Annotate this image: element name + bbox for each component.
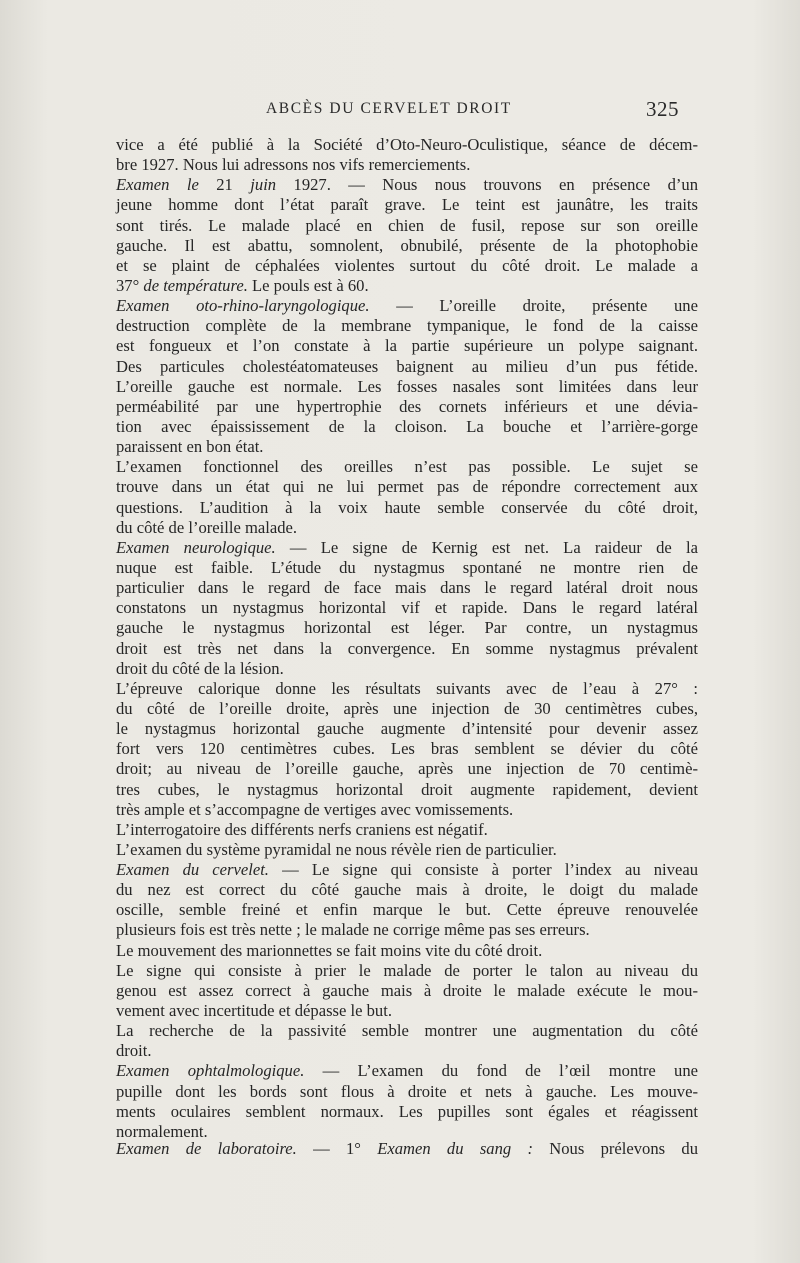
text-line xyxy=(116,900,698,920)
running-title: ABCÈS DU CERVELET DROIT xyxy=(266,100,512,117)
text-line xyxy=(116,558,698,578)
text-segment: L’épreuve calorique donne les résultats suivants avec de l’eau à 27° : xyxy=(116,678,698,698)
text-segment: L’oreille gauche est normale. Les fosses nasales sont limitées dans leur xyxy=(116,376,698,396)
text-line xyxy=(116,1021,698,1041)
text-line xyxy=(116,598,698,618)
text-line xyxy=(116,276,698,296)
page-number: 325 xyxy=(646,97,679,121)
text-segment: gauche. Il est abattu, somnolent, obnubilé, présente de la photophobie xyxy=(116,235,698,255)
text-line xyxy=(116,1139,698,1159)
text-segment: genou est assez correct à gauche mais à droite le malade exécute le mou- xyxy=(116,980,698,1000)
text-segment: paraissent en bon état. xyxy=(116,437,264,457)
text-segment: droit est très net dans la convergence. En somme nystagmus prévalent xyxy=(116,638,698,658)
text-segment: normalement. xyxy=(116,1121,208,1141)
last-text-line xyxy=(116,1139,698,1159)
text-segment: — 1° xyxy=(296,1139,378,1158)
text-line xyxy=(116,1041,698,1061)
text-line xyxy=(116,477,698,497)
text-segment: questions. L’audition à la voix haute semble conservée du côté droit, xyxy=(116,497,698,517)
text-line xyxy=(116,840,698,860)
text-line xyxy=(116,417,698,437)
text-segment: gauche le nystagmus horizontal est léger. Par contre, un nystagmus xyxy=(116,618,698,638)
text-line xyxy=(116,800,698,820)
text-segment: destruction complète de la membrane tympanique, le fond de la caisse xyxy=(116,316,698,336)
text-segment: Nous prélevons du xyxy=(532,1139,698,1158)
text-segment: La recherche de la passivité semble montrer une augmentation du côté xyxy=(116,1021,698,1041)
italic-text: Examen de laboratoire. xyxy=(116,1139,297,1158)
text-line xyxy=(116,155,698,175)
text-line xyxy=(116,679,698,699)
text-line xyxy=(116,941,698,961)
text-line xyxy=(116,316,698,336)
text-segment: du côté de l’oreille malade. xyxy=(116,517,298,537)
text-segment: nuque est faible. L’étude du nystagmus spontané ne montre rien de xyxy=(116,557,698,577)
text-line xyxy=(116,518,698,538)
text-line xyxy=(116,618,698,638)
text-line xyxy=(116,498,698,518)
text-segment: — Le signe qui consiste à porter l’index au niveau xyxy=(268,860,698,880)
text-line xyxy=(116,377,698,397)
text-line xyxy=(116,397,698,417)
text-line xyxy=(116,236,698,256)
text-line xyxy=(116,739,698,759)
text-segment: jeune homme dont l’état paraît grave. Le teint est jaunâtre, les traits xyxy=(116,195,698,215)
text-line xyxy=(116,659,698,679)
text-line xyxy=(116,1001,698,1021)
text-segment: pupille dont les bords sont flous à droite et nets à gauche. Les mouve- xyxy=(116,1081,698,1101)
text-segment: tion avec épaississement de la cloison. La bouche et l’arrière-gorge xyxy=(116,416,698,436)
italic-text: de température. xyxy=(143,275,248,295)
text-segment: plusieurs fois est très nette ; le malade ne corrige même pas ses erreurs. xyxy=(116,920,590,940)
text-segment: le nystagmus horizontal gauche augmente d’intensité pour devenir assez xyxy=(116,719,698,739)
body-text xyxy=(116,135,698,1142)
text-segment: droit. xyxy=(116,1041,152,1061)
text-segment: 21 xyxy=(198,175,251,195)
page-header xyxy=(0,97,800,127)
text-line xyxy=(116,296,698,316)
text-line xyxy=(116,1082,698,1102)
text-segment: perméabilité par une hypertrophie des cornets inférieurs et une dévia- xyxy=(116,396,698,416)
text-segment: L’examen du système pyramidal ne nous révèle rien de particulier. xyxy=(116,839,557,859)
text-line xyxy=(116,880,698,900)
text-line xyxy=(116,920,698,940)
text-segment: fort vers 120 centimètres cubes. Les bras semblent se dévier du côté xyxy=(116,739,698,759)
text-segment: Le mouvement des marionnettes se fait moins vite du côté droit. xyxy=(116,940,543,960)
text-line xyxy=(116,357,698,377)
text-line xyxy=(116,820,698,840)
text-line xyxy=(116,216,698,236)
text-segment: vice a été publié à la Société d’Oto-Neuro-Oculistique, séance de décem- xyxy=(116,135,698,154)
text-line xyxy=(116,699,698,719)
text-segment: Des particules cholestéatomateuses baignent au milieu d’un pus fétide. xyxy=(116,356,698,376)
text-segment: droit; au niveau de l’oreille gauche, après une injection de 70 centimè- xyxy=(116,759,698,779)
text-segment: 37° xyxy=(116,275,144,295)
text-segment: Le signe qui consiste à prier le malade de porter le talon au niveau du xyxy=(116,960,698,980)
text-line xyxy=(116,759,698,779)
text-line xyxy=(116,719,698,739)
text-segment: est fongueux et l’on constate à la partie supérieure un polype saignant. xyxy=(116,336,698,356)
text-line xyxy=(116,578,698,598)
text-line xyxy=(116,860,698,880)
text-line xyxy=(116,135,698,155)
text-line xyxy=(116,981,698,1001)
text-line xyxy=(116,336,698,356)
italic-text: Examen le xyxy=(116,175,199,195)
text-segment: — Le signe de Kernig est net. La raideur de la xyxy=(275,537,698,557)
text-segment: 1927. — Nous nous trouvons en présence d’un xyxy=(276,175,698,195)
text-segment: — L’oreille droite, présente une xyxy=(369,296,698,316)
text-segment: oscille, semble freiné et enfin marque le but. Cette épreuve renouvelée xyxy=(116,900,698,920)
text-line xyxy=(116,195,698,215)
text-line xyxy=(116,437,698,457)
italic-text: Examen du cervelet. xyxy=(116,860,269,880)
text-segment: du côté de l’oreille droite, après une injection de 30 centimètres cubes, xyxy=(116,698,698,718)
text-segment: — L’examen du fond de l’œil montre une xyxy=(304,1061,699,1081)
text-segment: tres cubes, le nystagmus horizontal droit augmente rapidement, devient xyxy=(116,779,698,799)
italic-text: Examen neurologique. xyxy=(116,537,276,557)
text-line xyxy=(116,780,698,800)
text-segment: L’interrogatoire des différents nerfs craniens est négatif. xyxy=(116,819,488,839)
italic-text: Examen ophtalmologique. xyxy=(116,1061,305,1081)
text-line xyxy=(116,256,698,276)
text-line xyxy=(116,538,698,558)
text-line xyxy=(116,1061,698,1081)
italic-text: Examen oto-rhino-laryngologique. xyxy=(116,296,370,316)
text-line xyxy=(116,639,698,659)
text-line xyxy=(116,1102,698,1122)
text-segment: du nez est correct du côté gauche mais à droite, le doigt du malade xyxy=(116,880,698,900)
text-segment: vement avec incertitude et dépasse le but. xyxy=(116,1001,392,1021)
text-segment: L’examen fonctionnel des oreilles n’est pas possible. Le sujet se xyxy=(116,457,698,477)
text-segment: Le pouls est à 60. xyxy=(247,275,369,295)
text-segment: très ample et s’accompagne de vertiges avec vomissements. xyxy=(116,799,514,819)
italic-text: juin xyxy=(250,175,277,195)
text-segment: droit du côté de la lésion. xyxy=(116,658,284,678)
italic-text: Examen du sang : xyxy=(377,1139,533,1158)
text-segment: particulier dans le regard de face mais dans le regard latéral droit nous xyxy=(116,578,698,598)
text-segment: constatons un nystagmus horizontal vif et rapide. Dans le regard latéral xyxy=(116,598,698,618)
text-line xyxy=(116,961,698,981)
text-segment: ments oculaires semblent normaux. Les pupilles sont égales et réagissent xyxy=(116,1101,698,1121)
text-line xyxy=(116,175,698,195)
text-line xyxy=(116,457,698,477)
text-segment: trouve dans un état qui ne lui permet pas de répondre correctement aux xyxy=(116,477,698,497)
text-segment: et se plaint de céphalées violentes surtout du côté droit. Le malade a xyxy=(116,255,698,275)
text-segment: sont tirés. Le malade placé en chien de fusil, repose sur son oreille xyxy=(116,215,698,235)
text-segment: bre 1927. Nous lui adressons nos vifs remerciements. xyxy=(116,155,471,175)
